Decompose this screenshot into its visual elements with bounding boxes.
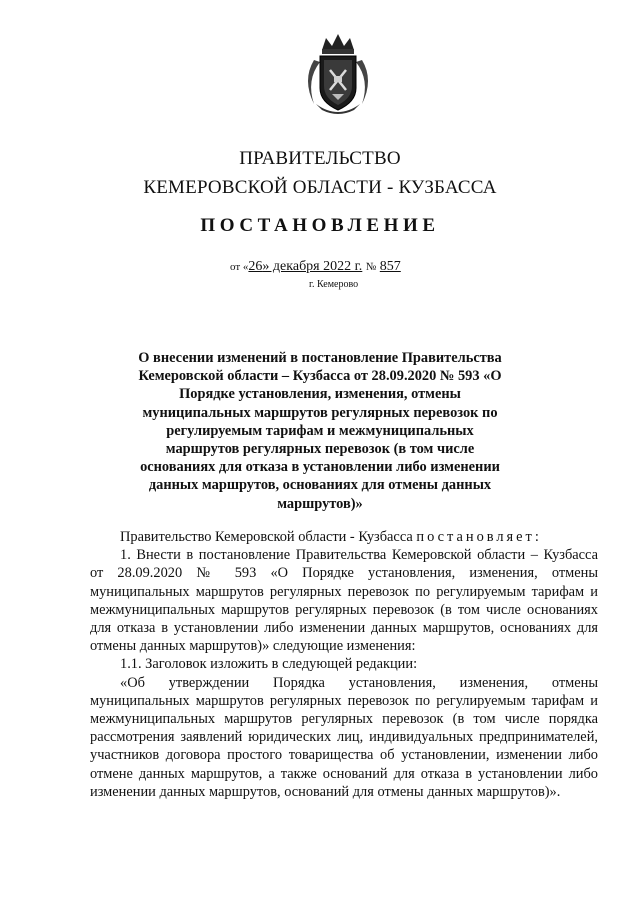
paragraph-quote: «Об утверждении Порядка установления, изменения, отмены муниципальных маршрутов регулярных перевозок по регулируемым тарифам и межмуниципальных маршрутов регулярных перевозок (в том числе порядка рассмотрения заявлений юридических лиц, индивидуальных предпринимателей, участников договора простого товарищества об установлении, изменении либо отмене данных маршрутов, а также оснований для отказа в установлении либо изменении данных маршрутов, оснований для отмены данных маршрутов)».	[90, 674, 598, 800]
coat-of-arms-emblem	[292, 30, 384, 122]
document-body	[90, 528, 598, 801]
date-prefix: от «	[230, 261, 249, 273]
paragraph-1: 1. Внести в постановление Правительства Кемеровской области – Кузбасса от 28.09.2020 № 593 «О Порядке установления, изменения, отмены муниципальных маршрутов регулярных перевозок по регулируемым тарифам и межмуниципальных маршрутов регулярных перевозок (в том числе основаниях для отказа в установлении либо изменении данных маршрутов, основаниях для отмены данных маршрутов)» следующие изменения:	[90, 547, 598, 655]
organization-name-line2: КЕМЕРОВСКОЙ ОБЛАСТИ - КУЗБАССА	[143, 177, 497, 198]
organization-name-line1: ПРАВИТЕЛЬСТВО	[239, 148, 401, 169]
city-label: г. Кемерово	[309, 279, 359, 290]
document-number: 857	[379, 259, 401, 274]
document-title: О внесении изменений в постановление Правительства Кемеровской области – Кузбасса от 28.09.2020 № 593 «О Порядке установления, изменения, отмены муниципальных маршрутов регулярных перевозок по регулируемым тарифам и межмуниципальных маршрутов регулярных перевозок (в том числе основаниях для отказа в установлении либо изменении данных маршрутов, основаниях для отмены данных маршрутов)»	[138, 350, 502, 512]
date-line	[230, 259, 401, 275]
intro-paragraph	[90, 528, 598, 546]
document-type-heading: ПОСТАНОВЛЕНИЕ	[200, 215, 440, 236]
date-month-year: » декабря 2022 г.	[262, 259, 363, 274]
intro-decree-word: постановляет:	[416, 529, 542, 545]
paragraph-1-1: 1.1. Заголовок изложить в следующей редакции:	[120, 656, 418, 673]
date-day: 26	[248, 259, 263, 274]
intro-text: Правительство Кемеровской области - Кузбасса	[120, 529, 417, 545]
number-sign: №	[365, 261, 377, 273]
